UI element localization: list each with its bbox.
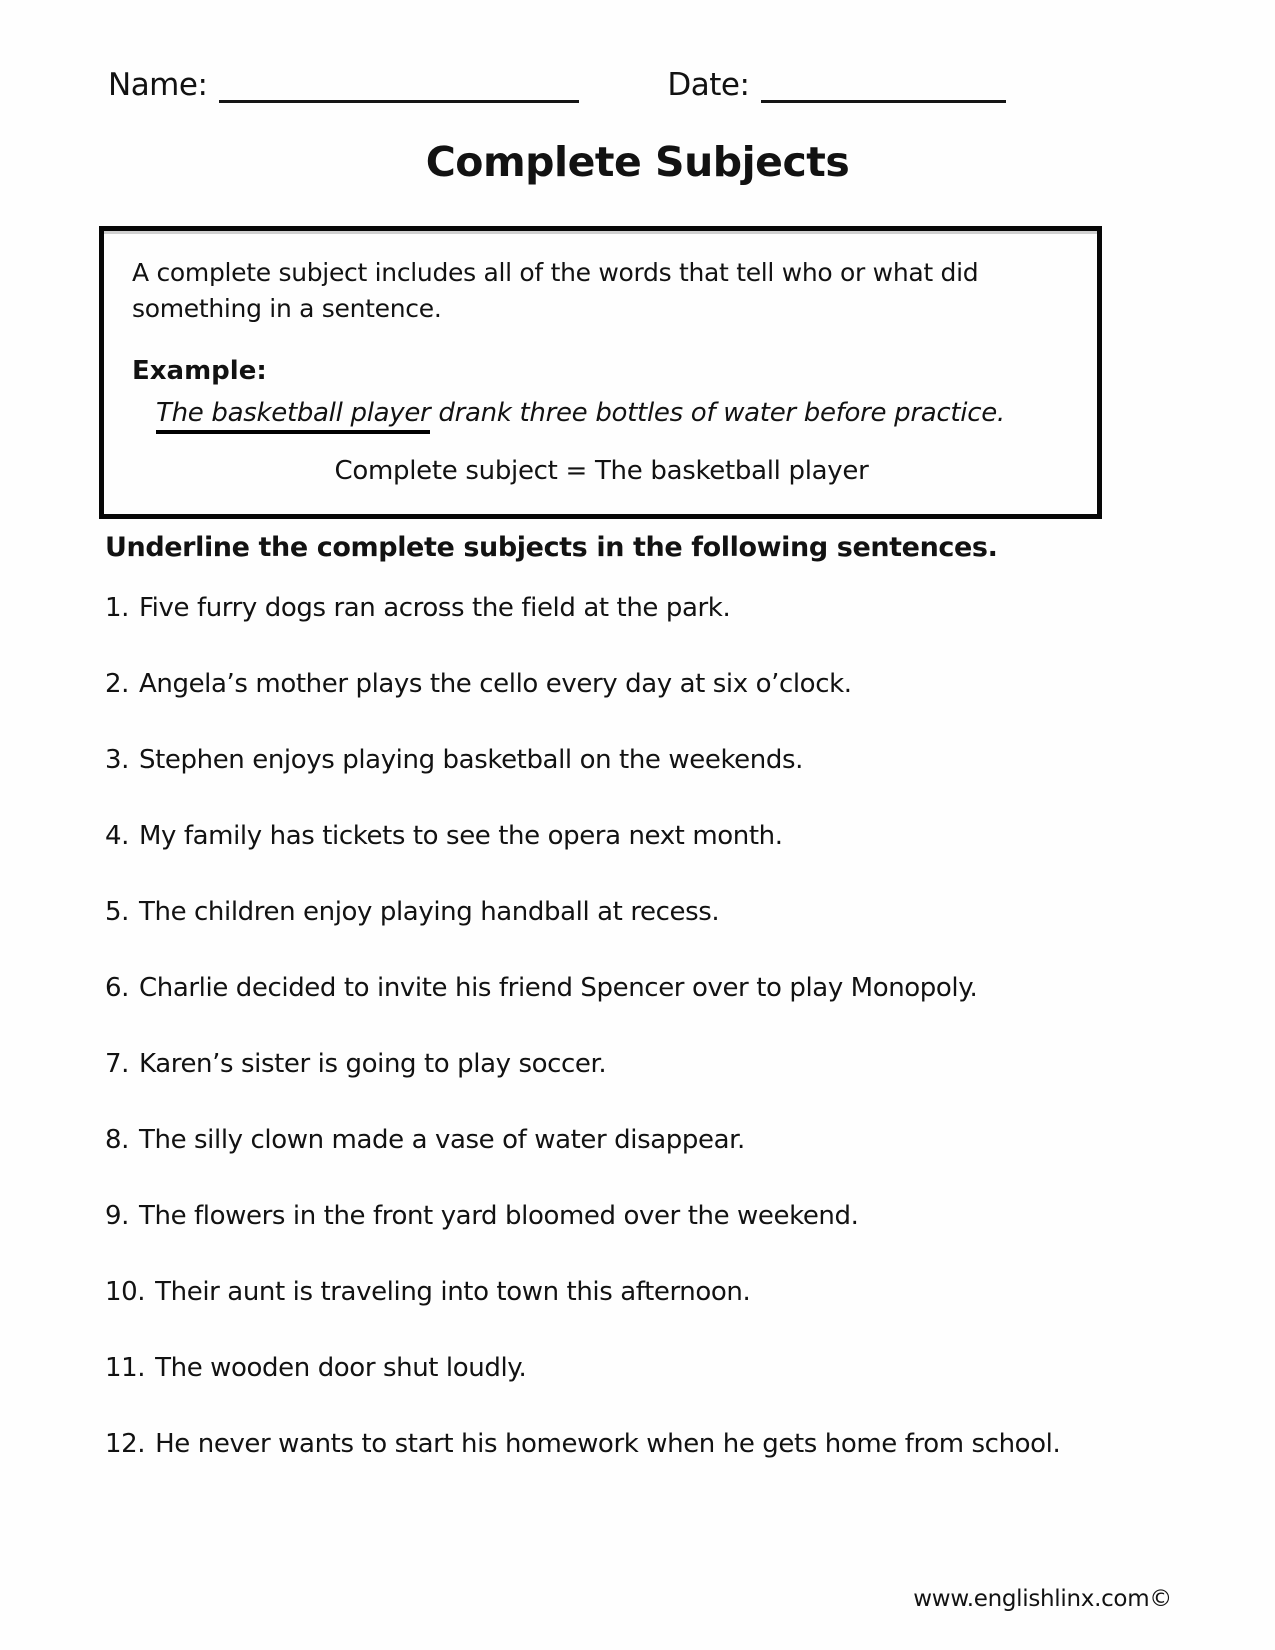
date-label: Date:: [667, 67, 750, 103]
definition-text: A complete subject includes all of the words that tell who or what did something in a sentence.: [132, 258, 979, 324]
sentence-row: [105, 744, 1205, 777]
sentence-number: 4.: [105, 821, 130, 851]
sentence-number: 1.: [105, 593, 130, 623]
example-sentence-rest: drank three bottles of water before practice.: [430, 397, 1005, 428]
sentence-text: Stephen enjoys playing basketball on the weekends.: [139, 745, 803, 775]
sentence-number: 8.: [105, 1125, 130, 1155]
sentence-number: 5.: [105, 897, 130, 927]
instructions-text: Underline the complete subjects in the following sentences.: [105, 532, 998, 563]
sentence-row: [105, 1428, 1205, 1461]
sentence-text: The flowers in the front yard bloomed over the weekend.: [139, 1201, 859, 1231]
sentence-row: [105, 1048, 1205, 1081]
sentence-row: [105, 1276, 1205, 1309]
sentence-row: [105, 1124, 1205, 1157]
sentence-row: [105, 1200, 1205, 1233]
date-blank-line: [761, 66, 1006, 103]
sentence-row: [105, 592, 1205, 625]
sentence-row: [105, 1352, 1205, 1385]
sentence-text: The children enjoy playing handball at recess.: [139, 897, 720, 927]
example-sentence: [132, 398, 1071, 428]
sentence-row: [105, 896, 1205, 929]
sentence-text: Their aunt is traveling into town this afternoon.: [155, 1277, 751, 1307]
sentence-number: 3.: [105, 745, 130, 775]
sentence-text: Five furry dogs ran across the field at the park.: [139, 593, 731, 623]
sentence-number: 10.: [105, 1277, 146, 1307]
example-answer: Complete subject = The basketball player: [334, 455, 869, 486]
sentence-text: Angela’s mother plays the cello every day at six o’clock.: [139, 669, 852, 699]
name-label: Name:: [108, 67, 208, 103]
sentence-number: 12.: [105, 1429, 146, 1459]
page-title: Complete Subjects: [425, 138, 850, 186]
header-row: [108, 66, 1168, 103]
footer-credit: www.englishlinx.com©: [913, 1586, 1172, 1612]
sentence-number: 2.: [105, 669, 130, 699]
example-label: Example:: [132, 355, 267, 386]
sentence-text: My family has tickets to see the opera next month.: [139, 821, 783, 851]
sentence-number: 9.: [105, 1201, 130, 1231]
sentence-row: [105, 972, 1205, 1005]
definition-box: [99, 226, 1102, 519]
name-blank-line: [219, 66, 579, 103]
sentence-row: [105, 668, 1205, 701]
sentence-row: [105, 820, 1205, 853]
sentence-text: The wooden door shut loudly.: [155, 1353, 527, 1383]
sentence-text: Karen’s sister is going to play soccer.: [139, 1049, 607, 1079]
sentence-text: He never wants to start his homework when he gets home from school.: [155, 1429, 1061, 1459]
sentence-number: 7.: [105, 1049, 130, 1079]
sentence-text: Charlie decided to invite his friend Spencer over to play Monopoly.: [139, 973, 978, 1003]
sentence-list: [105, 592, 1205, 1504]
sentence-number: 6.: [105, 973, 130, 1003]
sentence-text: The silly clown made a vase of water disappear.: [139, 1125, 745, 1155]
sentence-number: 11.: [105, 1353, 146, 1383]
example-subject-underlined: The basketball player: [156, 398, 430, 434]
